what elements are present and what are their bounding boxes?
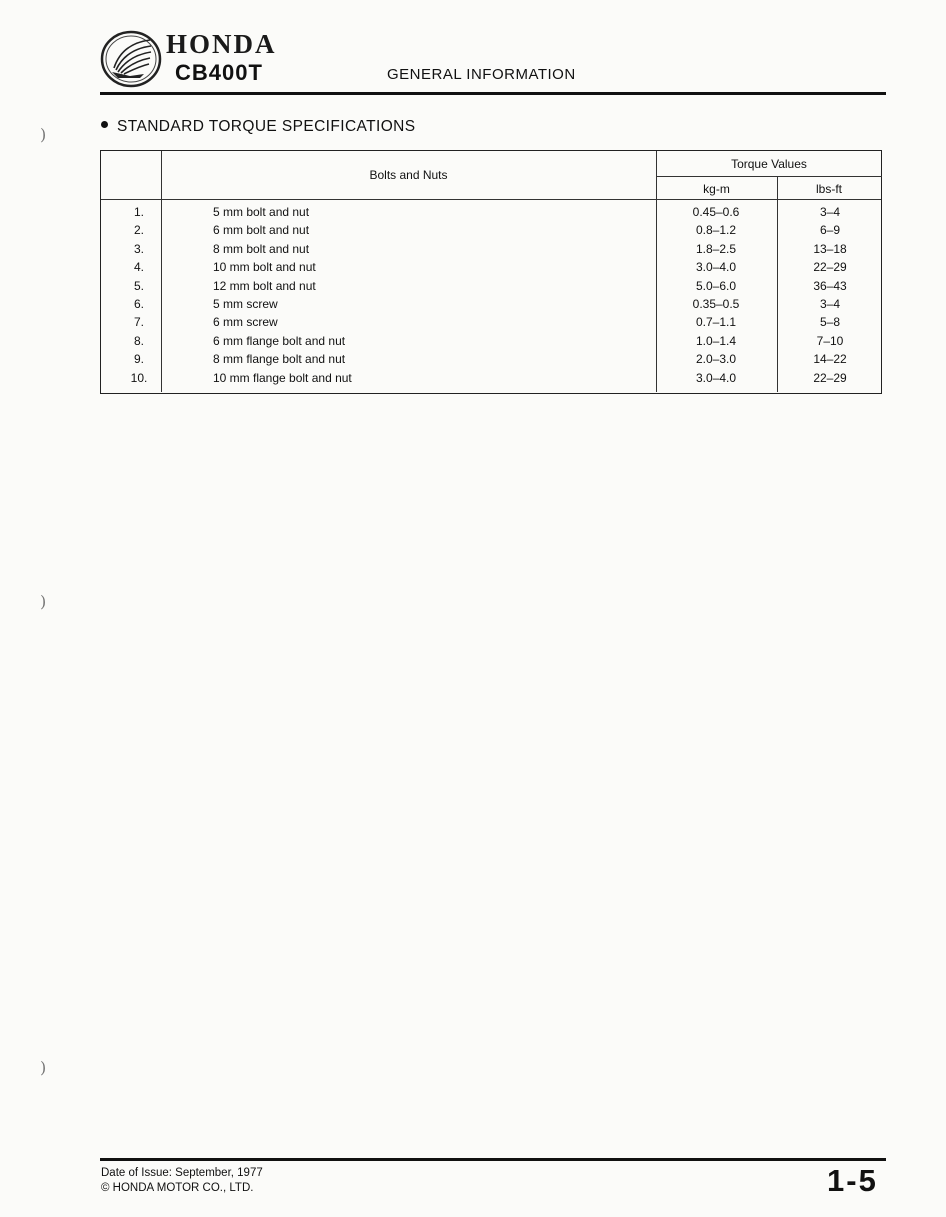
row-kgm: 0.7–1.1 bbox=[695, 315, 737, 330]
row-lbsft: 36–43 bbox=[813, 278, 847, 293]
brand-name: HONDA bbox=[166, 29, 277, 59]
model-name: CB400T bbox=[175, 60, 263, 85]
row-lbsft: 14–22 bbox=[813, 352, 847, 367]
row-number: 7. bbox=[133, 315, 144, 330]
column-header-kgm: kg-m bbox=[703, 182, 730, 196]
column-header-torque-values: Torque Values bbox=[731, 157, 807, 171]
table-row bbox=[101, 203, 881, 222]
row-item: 10 mm flange bolt and nut bbox=[213, 370, 352, 385]
row-item: 5 mm bolt and nut bbox=[213, 205, 310, 219]
row-kgm: 3.0–4.0 bbox=[695, 370, 737, 385]
row-kgm: 0.45–0.6 bbox=[692, 205, 740, 219]
row-item: 10 mm bolt and nut bbox=[213, 260, 316, 275]
row-item: 8 mm bolt and nut bbox=[213, 241, 310, 256]
row-number: 10. bbox=[130, 370, 148, 385]
torque-table bbox=[100, 150, 882, 394]
section-title: GENERAL INFORMATION bbox=[387, 66, 576, 83]
footer-divider bbox=[100, 1158, 886, 1161]
row-number: 4. bbox=[133, 260, 144, 275]
row-item: 6 mm bolt and nut bbox=[213, 223, 310, 238]
torque-heading bbox=[101, 117, 416, 137]
row-number: 6. bbox=[133, 297, 144, 311]
row-number: 2. bbox=[133, 223, 144, 238]
row-number: 3. bbox=[133, 241, 144, 256]
table-divider bbox=[101, 199, 881, 200]
row-number: 9. bbox=[133, 352, 144, 367]
header-divider bbox=[100, 92, 886, 95]
table-row bbox=[101, 350, 881, 369]
row-kgm: 0.8–1.2 bbox=[695, 223, 737, 238]
row-lbsft: 13–18 bbox=[813, 241, 847, 256]
table-row bbox=[101, 240, 881, 259]
row-kgm: 1.8–2.5 bbox=[695, 241, 737, 256]
column-header-lbsft: lbs-ft bbox=[815, 182, 842, 196]
row-kgm: 2.0–3.0 bbox=[695, 352, 737, 367]
row-lbsft: 6–9 bbox=[819, 223, 841, 238]
row-kgm: 1.0–1.4 bbox=[695, 333, 737, 348]
table-row bbox=[101, 332, 881, 351]
row-kgm: 5.0–6.0 bbox=[695, 278, 737, 293]
row-number: 8. bbox=[133, 333, 144, 348]
honda-wing-logo-icon bbox=[100, 28, 162, 90]
row-item: 5 mm screw bbox=[213, 297, 278, 311]
binder-mark: ) bbox=[40, 125, 47, 144]
table-row bbox=[101, 313, 881, 332]
table-row bbox=[101, 369, 881, 388]
row-lbsft: 22–29 bbox=[813, 260, 847, 275]
table-divider bbox=[656, 176, 882, 177]
row-number: 5. bbox=[133, 278, 144, 293]
table-row bbox=[101, 277, 881, 296]
row-lbsft: 5–8 bbox=[819, 315, 841, 330]
row-lbsft: 7–10 bbox=[816, 333, 844, 348]
row-item: 8 mm flange bolt and nut bbox=[213, 352, 346, 367]
row-lbsft: 3–4 bbox=[819, 205, 841, 219]
row-kgm: 0.35–0.5 bbox=[692, 297, 740, 311]
page-number: 1-5 bbox=[827, 1163, 878, 1198]
table-row bbox=[101, 221, 881, 240]
issue-date: Date of Issue: September, 1977 bbox=[101, 1167, 263, 1179]
row-item: 12 mm bolt and nut bbox=[213, 278, 316, 293]
torque-heading-text: STANDARD TORQUE SPECIFICATIONS bbox=[117, 118, 416, 135]
row-kgm: 3.0–4.0 bbox=[695, 260, 737, 275]
row-lbsft: 3–4 bbox=[819, 297, 841, 311]
binder-mark: ) bbox=[40, 1058, 47, 1077]
row-item: 6 mm flange bolt and nut bbox=[213, 333, 346, 348]
row-lbsft: 22–29 bbox=[813, 370, 847, 385]
column-header-item: Bolts and Nuts bbox=[369, 168, 448, 182]
bullet-icon bbox=[101, 121, 108, 128]
row-number: 1. bbox=[133, 205, 144, 219]
copyright: © HONDA MOTOR CO., LTD. bbox=[101, 1182, 254, 1194]
row-item: 6 mm screw bbox=[213, 315, 278, 330]
table-row bbox=[101, 258, 881, 277]
binder-mark: ) bbox=[40, 592, 47, 611]
table-row bbox=[101, 295, 881, 314]
